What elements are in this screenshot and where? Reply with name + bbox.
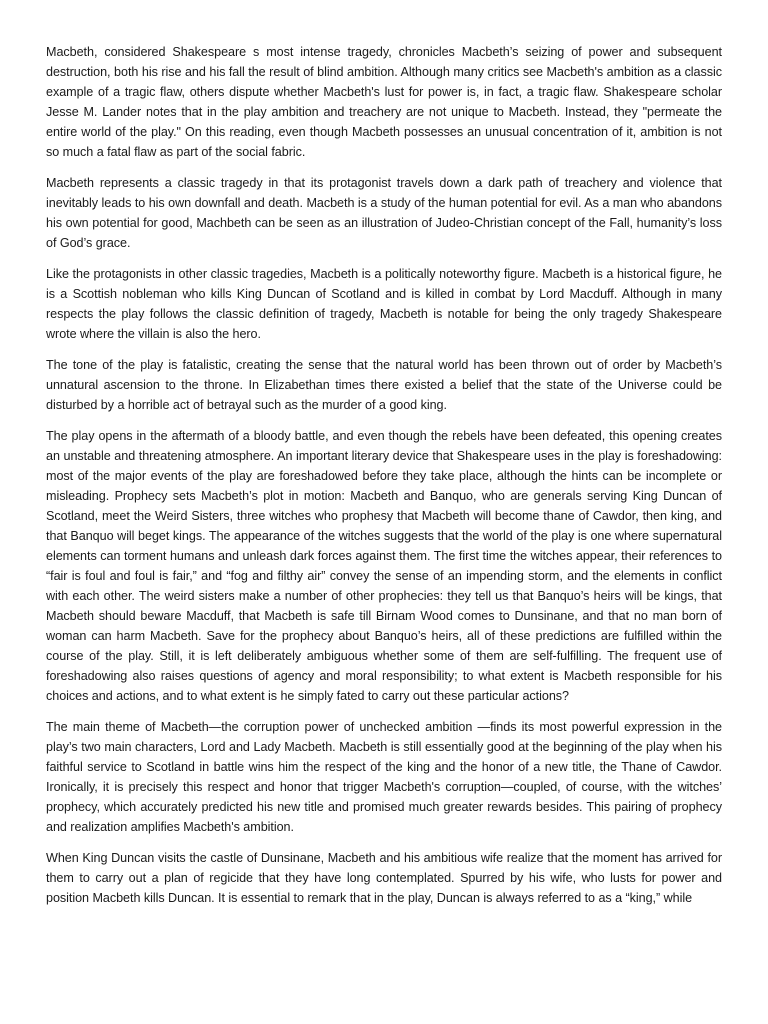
paragraph-main-theme: The main theme of Macbeth—the corruption power of unchecked ambition —finds its most powerful expression in the play’s two main characters, Lord and Lady Macbeth. Macbeth is still essentially good at the beginning of the play when his faithful service to Scotland in battle wins him the respect of the king and the honor of a new title, the Thane of Cawdor. Ironically, it is precisely this respect and honor that trigger Macbeth's corruption—coupled, of course, with the witches’ prophecy, which accurately predicted his new title and promised much greater rewards besides. This pairing of prophecy and realization amplifies Macbeth's ambition. [46,720,722,834]
paragraph-classic-tragedy: Macbeth represents a classic tragedy in that its protagonist travels down a dark path of treachery and violence that inevitably leads to his own downfall and death. Macbeth is a study of the human potential for evil. As a man who abandons his own potential for good, Machbeth can be seen as an illustration of Judeo-Christian concept of the Fall, humanity’s loss of God’s grace. [46,176,722,250]
paragraph-ambition-intro: Macbeth, considered Shakespeare s most intense tragedy, chronicles Macbeth’s seizing of power and subsequent destruction, both his rise and his fall the result of blind ambition. Although many critics see Macbeth's ambition as a classic example of a tragic flaw, others dispute whether Macbeth's lust for power is, in fact, a tragic flaw. Shakespeare scholar Jesse M. Lander notes that in the play ambition and treachery are not unique to Macbeth. Instead, they "permeate the entire world of the play." On this reading, even though Macbeth possesses an unusual concentration of it, ambition is not so much a fatal flaw as part of the social fabric. [46,45,722,159]
paragraph-foreshadowing: The play opens in the aftermath of a bloody battle, and even though the rebels have been defeated, this opening creates an unstable and threatening atmosphere. An important literary device that Shakespeare uses in the play is foreshadowing: most of the major events of the play are foreshadowed before they take place, although the hints can be incomplete or misleading. Prophecy sets Macbeth’s plot in motion: Macbeth and Banquo, who are generals serving King Duncan of Scotland, meet the Weird Sisters, three witches who prophesy that Macbeth will become thane of Cawdor, then king, and that Banquo will beget kings. The appearance of the witches suggests that the world of the play is one where supernatural elements can torment humans and unleash dark forces against them. The first time the witches appear, their references to “fair is foul and foul is fair,” and “fog and filthy air” convey the sense of an impending storm, and the elements in conflict with each other. The weird sisters make a number of other prophecies: they tell us that Banquo’s heirs will be kings, that Macbeth should beware Macduff, that Macbeth is safe till Birnam Wood comes to Dunsinane, and that no man born of woman can harm Macbeth. Save for the prophecy about Banquo’s heirs, all of these predictions are fulfilled within the course of the play. Still, it is left deliberately ambiguous whether some of them are self-fulfilling. The frequent use of foreshadowing also raises questions of agency and moral responsibility; to what extent is Macbeth responsible for his choices and actions, and to what extent is he simply fated to carry out these particular actions? [46,429,722,703]
document-page [46,42,722,1024]
paragraph-protagonist: Like the protagonists in other classic tragedies, Macbeth is a politically noteworthy figure. Macbeth is a historical figure, he is a Scottish nobleman who kills King Duncan of Scotland and is killed in combat by Lord Macduff. Although in many respects the play follows the classic definition of tragedy, Macbeth is notable for being the only tragedy Shakespeare wrote where the villain is also the hero. [46,267,722,341]
paragraph-regicide: When King Duncan visits the castle of Dunsinane, Macbeth and his ambitious wife realize that the moment has arrived for them to carry out a plan of regicide that they have long contemplated. Spurred by his wife, who lusts for power and position Macbeth kills Duncan. It is essential to remark that in the play, Duncan is always referred to as a “king,” while [46,851,722,905]
paragraph-tone: The tone of the play is fatalistic, creating the sense that the natural world has been thrown out of order by Macbeth’s unnatural ascension to the throne. In Elizabethan times there existed a belief that the state of the Universe could be disturbed by a horrible act of betrayal such as the murder of a good king. [46,358,722,412]
